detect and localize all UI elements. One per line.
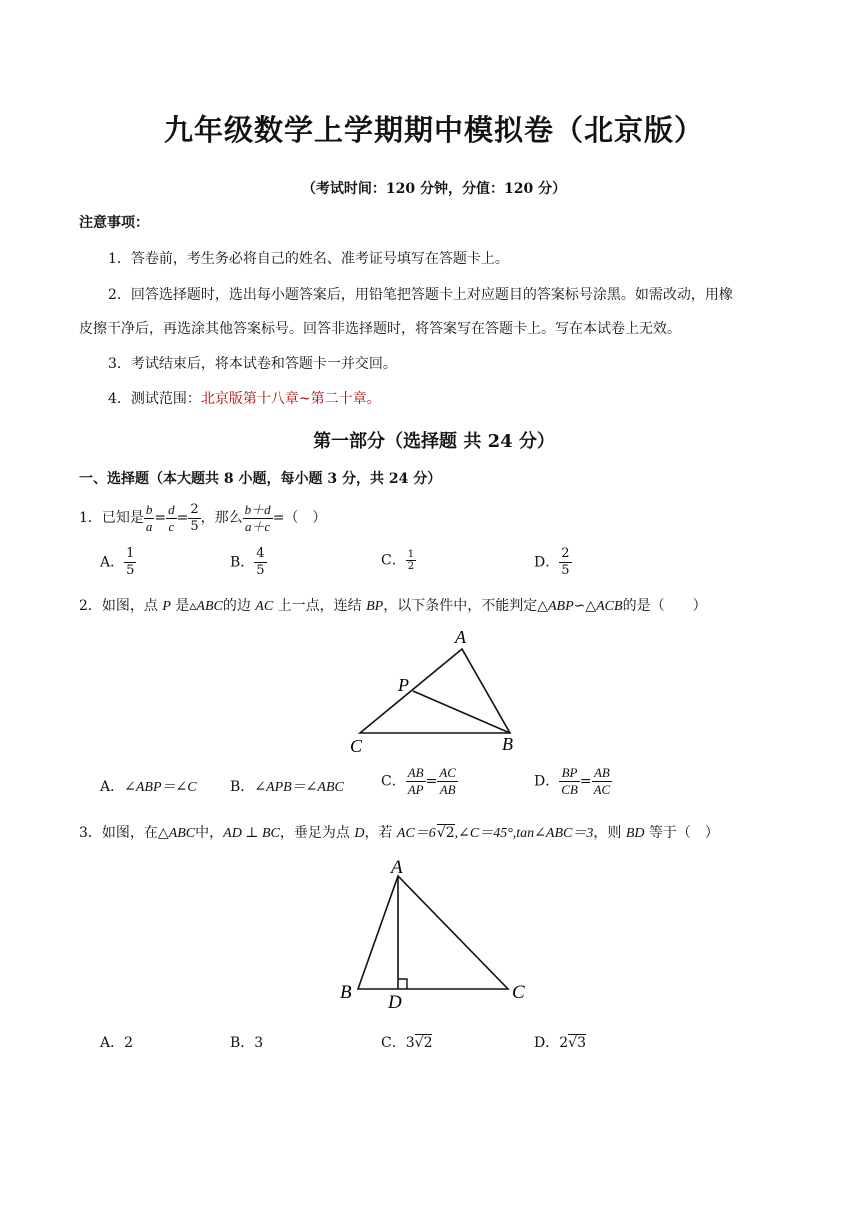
q1-option-c: C． $\frac{1}{2}$: [381, 549, 415, 572]
triangle-abc: [360, 649, 510, 733]
notice-heading: 注意事项：: [79, 215, 149, 231]
notice-item-4-range: 北京版第十八章~第二十章。: [200, 391, 381, 407]
q1-mid: ，那么: [200, 510, 243, 526]
q1-suffix: =（ ）: [272, 510, 327, 526]
label-b: B: [502, 734, 513, 754]
right-angle-mark: [398, 979, 407, 989]
label-p: P: [398, 675, 409, 695]
q2-option-b: B．∠APB＝∠ABC: [230, 779, 344, 795]
q2-option-d: D． $\frac{BP}{CB}$ = $\frac{AB}{AC}$: [534, 765, 611, 797]
notice-item-2a: 2．回答选择题时，选出每小题答案后，用铅笔把答题卡上对应题目的答案标号涂黑。如需改动，用橡: [108, 287, 733, 303]
label-b: B: [340, 982, 352, 1003]
q1-option-d: D． $\frac{2}{5}$: [534, 546, 570, 578]
q1-prefix: 1．已知是: [79, 510, 144, 526]
q3-option-a: A．2: [100, 1035, 134, 1051]
fraction-d-over-c: $\frac{d}{c}$: [168, 501, 175, 534]
fraction-2-over-5: $\frac{2}{5}$: [190, 501, 199, 534]
notice-item-3: 3．考试结束后，将本试卷和答题卡一并交回。: [108, 356, 397, 372]
question-3-stem: 3．如图，在△ABC中，AD ⊥ BC，垂足为点 D，若 AC＝6√2,∠C＝45°,tan∠ABC＝3，则 BD 等于（ ）: [79, 825, 719, 841]
label-a: A: [455, 627, 466, 647]
triangle-abc: [358, 876, 508, 989]
q2-option-a: A．∠ABP＝∠C: [100, 779, 197, 795]
notice-item-4: [108, 388, 381, 408]
label-c: C: [512, 982, 525, 1003]
notice-item-2b: 皮擦干净后，再选涂其他答案标号。回答非选择题时，将答案写在答题卡上。写在本试卷上无效。: [79, 321, 681, 337]
fraction-bd-over-ac: $\frac{b+d}{a+c}$: [244, 501, 271, 534]
section1-title: 一、选择题（本大题共 8 小题，每小题 3 分，共 24 分）: [79, 471, 442, 487]
fraction-b-over-a: $\frac{b}{a}$: [145, 501, 153, 534]
q3-option-c: C．3√2: [381, 1035, 433, 1051]
equals-sign: =: [154, 510, 167, 526]
q3-option-d: D．2√3: [534, 1035, 586, 1051]
page-title: 九年级数学上学期期中模拟卷（北京版）: [163, 113, 704, 147]
part1-title: 第一部分（选择题 共 24 分）: [313, 431, 555, 452]
q1-option-b: B． $\frac{4}{5}$: [230, 546, 265, 578]
label-d: D: [388, 992, 402, 1013]
q3-option-b: B．3: [230, 1035, 264, 1051]
equals-sign: =: [176, 510, 189, 526]
question-2-stem: 2．如图，点 P 是▵ABC的边 AC 上一点，连结 BP，以下条件中，不能判定△ABP∽△ACB的是（ ）: [79, 598, 707, 614]
q3-triangle-figure: [330, 852, 540, 1014]
notice-item-4-prefix: 4．测试范围：: [108, 391, 201, 407]
question-1-stem: [79, 499, 326, 537]
exam-info: （考试时间：120 分钟，分值：120 分）: [301, 181, 567, 197]
segment-bp: [413, 691, 510, 733]
sqrt-radicand: √2: [436, 825, 455, 841]
q2-option-c: C． $\frac{AB}{AP}$ = $\frac{AC}{AB}$: [381, 765, 456, 797]
label-a: A: [391, 857, 403, 878]
q2-triangle-figure: [340, 624, 540, 756]
q1-option-a: A． $\frac{1}{5}$: [100, 546, 135, 578]
label-c: C: [350, 736, 363, 756]
notice-item-1: 1．答卷前，考生务必将自己的姓名、准考证号填写在答题卡上。: [108, 251, 509, 267]
